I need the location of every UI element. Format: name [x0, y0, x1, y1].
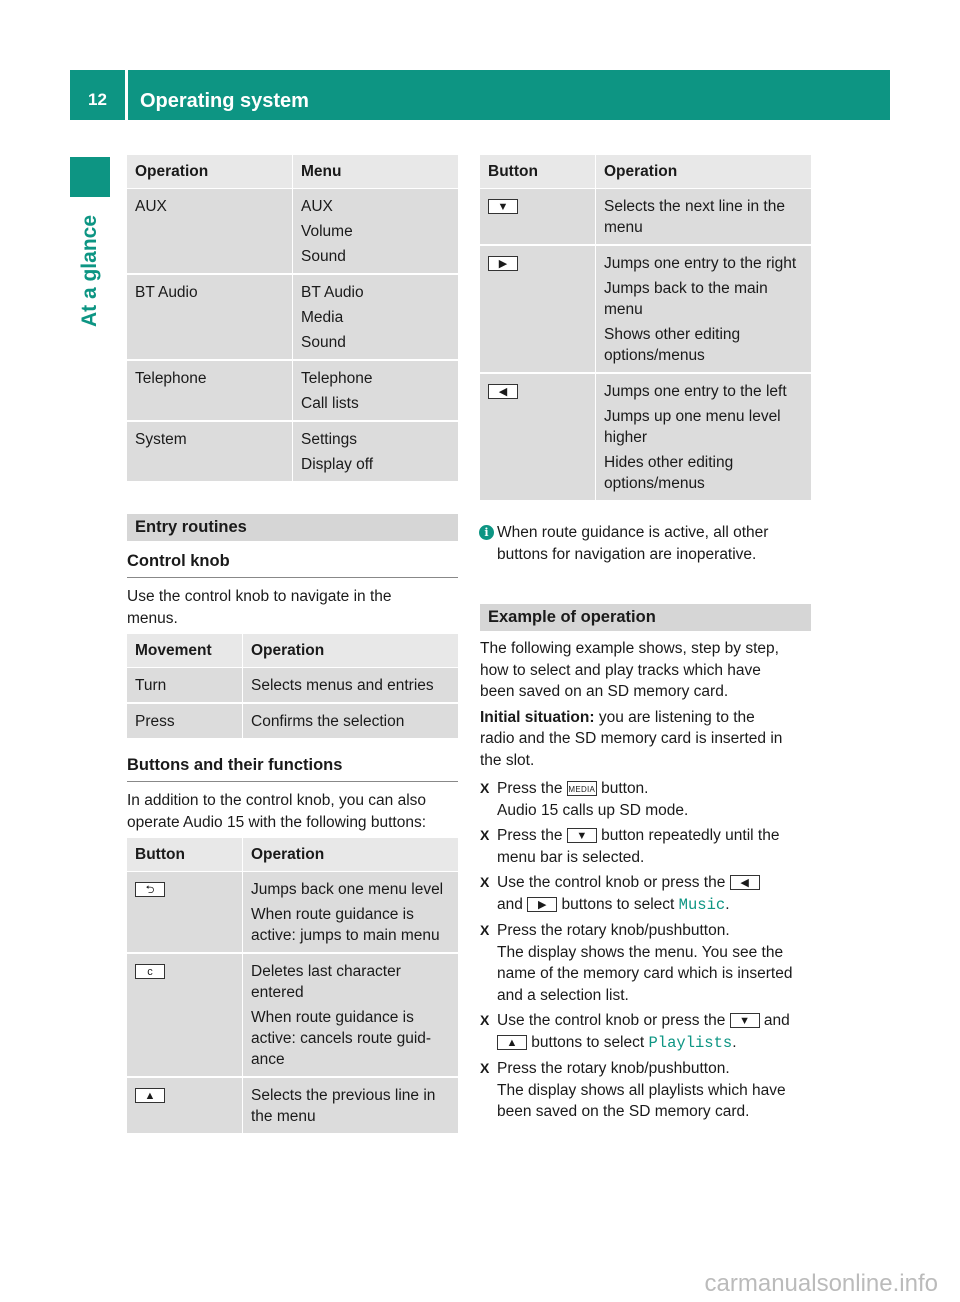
- text-line: been saved on an SD memory card.: [480, 683, 729, 700]
- text-line: When route guidance is active, all other: [497, 524, 769, 541]
- column-header: Menu: [293, 155, 458, 189]
- cell-paragraph: [604, 406, 803, 448]
- cell-paragraph: [251, 1085, 450, 1127]
- left-arrow-icon: ◀: [730, 875, 760, 890]
- table-row: [127, 872, 458, 954]
- table-cell: [596, 246, 811, 374]
- column-header: Operation: [127, 155, 293, 189]
- list-item: [480, 1010, 815, 1054]
- back-icon: ⮌: [135, 882, 165, 897]
- column-header: Operation: [243, 634, 458, 668]
- text-line: options/menus: [604, 347, 705, 364]
- section-heading-entry-routines: Entry routines: [127, 514, 458, 541]
- menu-entry: AUX: [301, 198, 333, 215]
- text-line: .: [725, 895, 730, 913]
- text-line: Jumps back one menu level: [251, 881, 444, 898]
- right-arrow-icon: ▶: [527, 897, 557, 912]
- text-line: Selects the previous line in: [251, 1087, 436, 1104]
- cell-paragraph: [251, 904, 450, 946]
- table-row: [127, 275, 458, 361]
- down-arrow-icon: ▼: [488, 199, 518, 214]
- buttons-table-left: [127, 838, 458, 1135]
- cell-paragraph: [251, 961, 450, 1003]
- text-line: buttons to select: [557, 895, 679, 913]
- control-knob-intro: [127, 586, 458, 629]
- menu-entry: Call lists: [301, 395, 359, 412]
- text-line: active: jumps to main menu: [251, 927, 440, 944]
- table-cell: Confirms the selection: [243, 704, 458, 740]
- text-line: entered: [251, 984, 304, 1001]
- table-row: [127, 422, 458, 483]
- table-cell: [127, 954, 243, 1078]
- right-arrow-icon: ▶: [488, 256, 518, 271]
- text-line: the slot.: [480, 751, 535, 769]
- cell-paragraph: [251, 879, 450, 900]
- text-line: Use the control knob to navigate in the: [127, 588, 392, 605]
- column-header: Operation: [243, 838, 458, 872]
- text-line: Use the control knob or press the: [497, 874, 730, 891]
- table-cell: [293, 189, 458, 275]
- table-row: [127, 361, 458, 422]
- text-line: When route guidance is: [251, 906, 414, 923]
- table-cell: [480, 189, 596, 246]
- side-tab-label: At a glance: [78, 214, 101, 327]
- text-line: and: [497, 895, 528, 913]
- bullet-arrow-icon: X: [480, 780, 490, 796]
- text-line: The display shows all playlists which have: [497, 1081, 786, 1099]
- text-line: operate Audio 15 with the following buttons:: [127, 813, 427, 831]
- text-line: Hides other editing: [604, 454, 734, 471]
- list-item: [480, 872, 815, 916]
- list-item: [480, 920, 815, 1006]
- list-item: [480, 778, 815, 821]
- table-cell: [480, 374, 596, 502]
- example-intro: [480, 638, 815, 771]
- text-line: menus.: [127, 609, 178, 627]
- menu-entry: Sound: [301, 334, 346, 351]
- header-divider: [125, 70, 128, 120]
- table-cell: BT Audio: [127, 275, 293, 361]
- table-cell: [596, 374, 811, 502]
- text-line: In addition to the control knob, you can also: [127, 792, 427, 809]
- media-button-icon: MEDIA: [567, 781, 597, 796]
- menu-entry: BT Audio: [301, 284, 364, 301]
- text-line: and: [759, 1012, 790, 1029]
- text-line: buttons for navigation are inoperative.: [497, 545, 757, 563]
- side-tab: [70, 208, 110, 333]
- list-item: [480, 1058, 815, 1123]
- table-cell: [596, 189, 811, 246]
- table-cell: [480, 246, 596, 374]
- menu-table: [127, 155, 458, 483]
- table-cell: [243, 954, 458, 1078]
- column-header: Button: [480, 155, 596, 189]
- bullet-arrow-icon: X: [480, 1060, 490, 1076]
- clear-icon: c: [135, 964, 165, 979]
- text-line: Press the: [497, 827, 567, 844]
- text-line: Jumps one entry to the right: [604, 255, 797, 272]
- text-line: options/menus: [604, 475, 705, 492]
- text-line: Press the rotary knob/pushbutton.: [497, 1060, 730, 1077]
- watermark: carmanualsonline.info: [704, 1270, 938, 1297]
- down-arrow-icon: ▼: [730, 1013, 760, 1028]
- text-line: Audio 15 calls up SD mode.: [497, 801, 689, 819]
- table-cell: [127, 1078, 243, 1135]
- text-line: active: cancels route guid-: [251, 1030, 432, 1047]
- bullet-arrow-icon: X: [480, 922, 490, 938]
- text-line: button repeatedly until the: [596, 827, 780, 844]
- menu-entry: Sound: [301, 248, 346, 265]
- table-cell: Press: [127, 704, 243, 740]
- up-arrow-icon: ▲: [497, 1035, 527, 1050]
- cell-paragraph: [604, 278, 803, 320]
- down-arrow-icon: ▼: [567, 828, 597, 843]
- list-item: [480, 825, 815, 868]
- table-cell: [243, 872, 458, 954]
- text-line: Press the: [497, 780, 567, 797]
- bullet-arrow-icon: X: [480, 827, 490, 843]
- initial-situation-label: Initial situation:: [480, 708, 595, 726]
- text-line: The display shows the menu. You see the: [497, 943, 784, 961]
- menu-entry: Telephone: [301, 370, 373, 387]
- table-row: [127, 1078, 458, 1135]
- bullet-arrow-icon: X: [480, 1012, 490, 1028]
- info-note: [480, 522, 815, 565]
- text-line: Shows other editing: [604, 326, 741, 343]
- cell-paragraph: [604, 452, 803, 494]
- text-line: buttons to select: [527, 1033, 649, 1051]
- table-row: [480, 374, 811, 502]
- control-knob-table: [127, 634, 458, 740]
- text-line: you are listening to the: [594, 708, 755, 726]
- menu-item-music: Music: [678, 895, 726, 914]
- buttons-intro: [127, 790, 462, 833]
- menu-item-playlists: Playlists: [648, 1033, 733, 1052]
- menu-entry: Volume: [301, 223, 353, 240]
- table-cell: [127, 872, 243, 954]
- text-line: radio and the SD memory card is inserted in: [480, 730, 783, 747]
- cell-paragraph: [604, 381, 803, 402]
- text-line: Jumps one entry to the left: [604, 383, 787, 400]
- column-header: Movement: [127, 634, 243, 668]
- text-line: menu: [604, 301, 643, 318]
- menu-entry: Settings: [301, 431, 358, 448]
- text-line: and a selection list.: [497, 986, 629, 1004]
- page-title: Operating system: [140, 90, 309, 112]
- initial-situation: [480, 707, 815, 729]
- table-cell: System: [127, 422, 293, 483]
- table-cell: [293, 422, 458, 483]
- buttons-table-right: [480, 155, 811, 502]
- subheading-control-knob: Control knob: [127, 552, 458, 578]
- info-icon: i: [479, 525, 494, 540]
- table-cell: Telephone: [127, 361, 293, 422]
- menu-entry: Display off: [301, 456, 374, 473]
- text-line: .: [732, 1033, 737, 1051]
- cell-paragraph: [604, 324, 803, 366]
- text-line: Selects the next line in the: [604, 198, 785, 215]
- menu-entry: Media: [301, 309, 344, 326]
- table-row: [127, 189, 458, 275]
- section-heading-example: Example of operation: [480, 604, 811, 631]
- side-tab-marker: [70, 157, 110, 197]
- bullet-arrow-icon: X: [480, 874, 490, 890]
- table-cell: [293, 275, 458, 361]
- cell-paragraph: [251, 1007, 450, 1070]
- text-line: When route guidance is: [251, 1009, 414, 1026]
- table-cell: [293, 361, 458, 422]
- steps-list: [480, 778, 815, 1127]
- page-number: 12: [88, 90, 107, 109]
- text-line: Deletes last character: [251, 963, 401, 980]
- column-header: Operation: [596, 155, 811, 189]
- table-row: [127, 954, 458, 1078]
- table-cell: [243, 1078, 458, 1135]
- text-line: The following example shows, step by step,: [480, 640, 779, 657]
- text-line: menu bar is selected.: [497, 848, 645, 866]
- text-line: menu: [604, 219, 643, 236]
- text-line: Jumps back to the main: [604, 280, 768, 297]
- text-line: name of the memory card which is inserted: [497, 965, 793, 982]
- text-line: Press the rotary knob/pushbutton.: [497, 922, 730, 939]
- table-row: [127, 668, 458, 704]
- text-line: Jumps up one menu level: [604, 408, 781, 425]
- table-row: [480, 246, 811, 374]
- text-line: higher: [604, 429, 648, 446]
- text-line: the menu: [251, 1108, 316, 1125]
- text-line: ance: [251, 1051, 285, 1068]
- cell-paragraph: [604, 196, 803, 238]
- table-row: [480, 189, 811, 246]
- text-line: button.: [596, 780, 649, 797]
- text-line: been saved on the SD memory card.: [497, 1103, 750, 1120]
- text-line: how to select and play tracks which have: [480, 661, 761, 679]
- cell-paragraph: [604, 253, 803, 274]
- header-bar: [70, 70, 890, 120]
- subheading-buttons: Buttons and their functions: [127, 756, 458, 782]
- text-line: Use the control knob or press the: [497, 1012, 730, 1029]
- up-arrow-icon: ▲: [135, 1088, 165, 1103]
- table-cell: AUX: [127, 189, 293, 275]
- table-cell: Selects menus and entries: [243, 668, 458, 704]
- left-arrow-icon: ◀: [488, 384, 518, 399]
- table-row: [127, 704, 458, 740]
- column-header: Button: [127, 838, 243, 872]
- table-cell: Turn: [127, 668, 243, 704]
